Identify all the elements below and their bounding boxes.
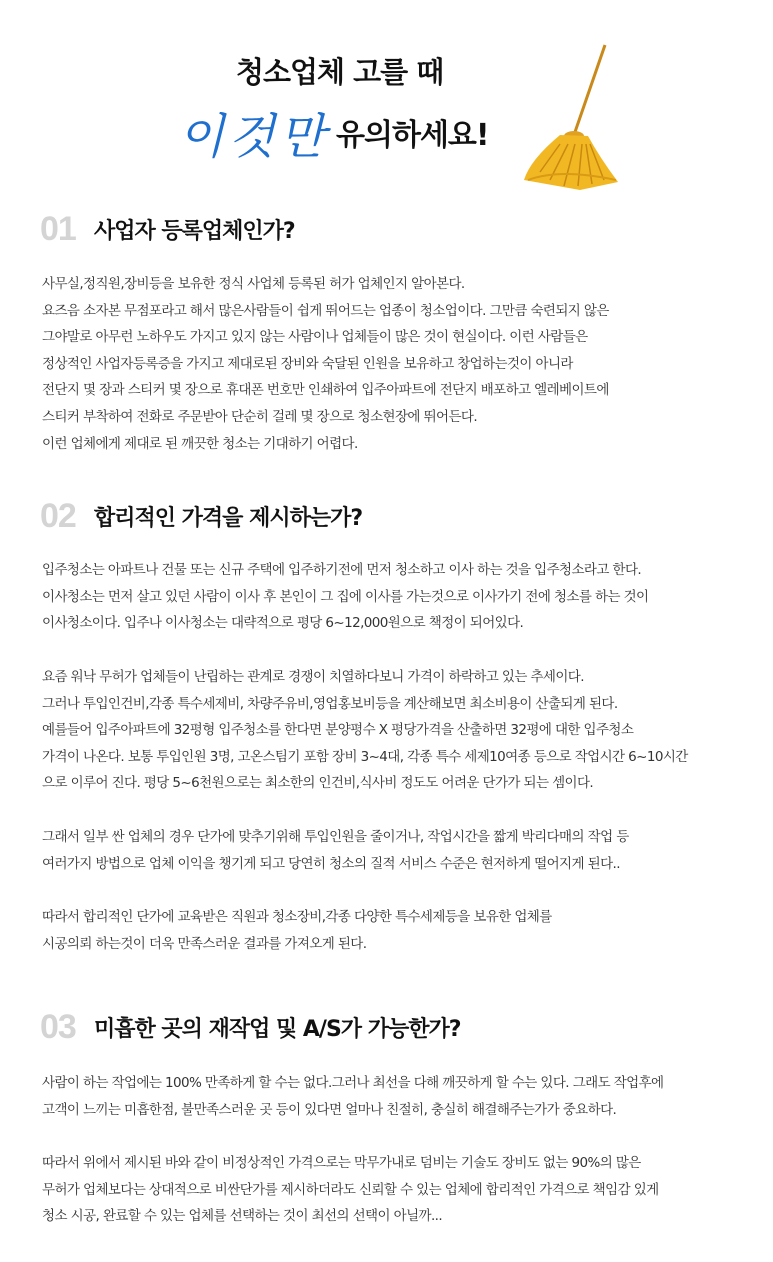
text-line: 이사청소이다. 입주나 이사청소는 대략적으로 평당 6~12,000원으로 책정이 되어있다. (42, 615, 524, 632)
text-line: 그러나 투입인건비,각종 특수세제비, 차량주유비,영업홍보비등을 계산해보면 최소비용이 산출되게 된다. (42, 695, 618, 712)
section-02-paragraph-3 (42, 824, 767, 877)
text-line: 이런 업체에게 제대로 된 깨끗한 청소는 기대하기 어렵다. (42, 435, 358, 452)
text-line: 요즈음 소자본 무점포라고 해서 많은사람들이 쉽게 뛰어드는 업종이 청소업이다. 그만큼 숙련되지 않은 (42, 302, 609, 319)
text-line: 사람이 하는 작업에는 100% 만족하게 할 수는 없다.그러나 최선을 다해 깨끗하게 할 수는 있다. 그래도 작업후에 (42, 1075, 664, 1091)
title-line2: 유의하세요! (336, 118, 489, 153)
section-03-heading (40, 1008, 461, 1048)
section-02-paragraph-4 (42, 904, 767, 957)
section-02-paragraph-1 (42, 557, 767, 637)
section-number: 02 (40, 497, 76, 535)
text-line: 그야말로 아무런 노하우도 가지고 있지 않는 사람이나 업체들이 많은 것이 현실이다. 이런 사람들은 (42, 329, 588, 346)
text-line: 따라서 위에서 제시된 바와 같이 비정상적인 가격으로는 막무가내로 덤비는 기술도 장비도 없는 90%의 많은 (42, 1155, 641, 1171)
title-script: 이것만 (178, 109, 330, 165)
text-line: 그래서 일부 싼 업체의 경우 단가에 맞추기위해 투입인원을 줄이거나, 작업시간을 짧게 박리다매의 작업 등 (42, 829, 629, 845)
text-line: 정상적인 사업자등록증을 가지고 제대로된 장비와 숙달된 인원을 보유하고 창업하는것이 아니라 (42, 355, 573, 372)
text-line: 요즘 워낙 무허가 업체들이 난립하는 관계로 경쟁이 치열하다보니 가격이 하락하고 있는 추세이다. (42, 669, 584, 685)
text-line: 스티커 부착하여 전화로 주문받아 단순히 걸레 몇 장으로 청소현장에 뛰어든다. (42, 408, 478, 425)
text-line: 따라서 합리적인 단가에 교육받은 직원과 청소장비,각종 다양한 특수세제등을 보유한 업체를 (42, 909, 552, 925)
section-title: 미흡한 곳의 재작업 및 A/S가 가능한가? (94, 1017, 461, 1042)
page-header (0, 0, 773, 200)
section-02-paragraph-2 (42, 664, 767, 797)
text-line: 무허가 업체보다는 상대적으로 비싼단가를 제시하더라도 신뢰할 수 있는 업체에 합리적인 가격으로 책임감 있게 (42, 1181, 659, 1198)
section-03-paragraph-1 (42, 1070, 767, 1123)
text-line: 으로 이루어 진다. 평당 5~6천원으로는 최소한의 인건비,식사비 정도도 어려운 단가가 되는 셈이다. (42, 775, 594, 792)
broom-icon (520, 40, 620, 190)
text-line: 이사청소는 먼저 살고 있던 사람이 이사 후 본인이 그 집에 이사를 가는것으로 이사가기 전에 청소를 하는 것이 (42, 588, 649, 605)
text-line: 고객이 느끼는 미흡한점, 불만족스러운 곳 등이 있다면 얼마나 친절히, 충실히 해결해주는가가 중요하다. (42, 1101, 617, 1118)
text-line: 가격이 나온다. 보통 투입인원 3명, 고온스팀기 포함 장비 3~4대, 각종 특수 세제10여종 등으로 작업시간 6~10시간 (42, 748, 688, 765)
section-01-paragraph (42, 271, 767, 457)
section-02-heading (40, 497, 362, 537)
section-01-heading (40, 210, 295, 250)
text-line: 시공의뢰 하는것이 더욱 만족스러운 결과를 가져오게 된다. (42, 935, 367, 952)
text-line: 입주청소는 아파트나 건물 또는 신규 주택에 입주하기전에 먼저 청소하고 이사 하는 것을 입주청소라고 한다. (42, 562, 642, 578)
section-number: 01 (40, 210, 76, 248)
section-title: 합리적인 가격을 제시하는가? (94, 506, 363, 531)
section-number: 03 (40, 1008, 76, 1046)
text-line: 청소 시공, 완료할 수 있는 업체를 선택하는 것이 최선의 선택이 아닐까... (42, 1208, 443, 1225)
text-line: 전단지 몇 장과 스티커 몇 장으로 휴대폰 번호만 인쇄하여 입주아파트에 전단지 배포하고 엘레베이트에 (42, 382, 609, 399)
text-line: 예를들어 입주아파트에 32평형 입주청소를 한다면 분양평수 X 평당가격을 산출하면 32평에 대한 입주청소 (42, 722, 634, 739)
section-03-paragraph-2 (42, 1150, 767, 1230)
text-line: 사무실,정직원,장비등을 보유한 정식 사업체 등록된 허가 업체인지 알아본다. (42, 276, 465, 292)
section-title: 사업자 등록업체인가? (94, 219, 295, 244)
title-line1: 청소업체 고를 때 (236, 55, 444, 89)
text-line: 여러가지 방법으로 업체 이익을 챙기게 되고 당연히 청소의 질적 서비스 수준은 현저하게 떨어지게 된다.. (42, 855, 620, 872)
